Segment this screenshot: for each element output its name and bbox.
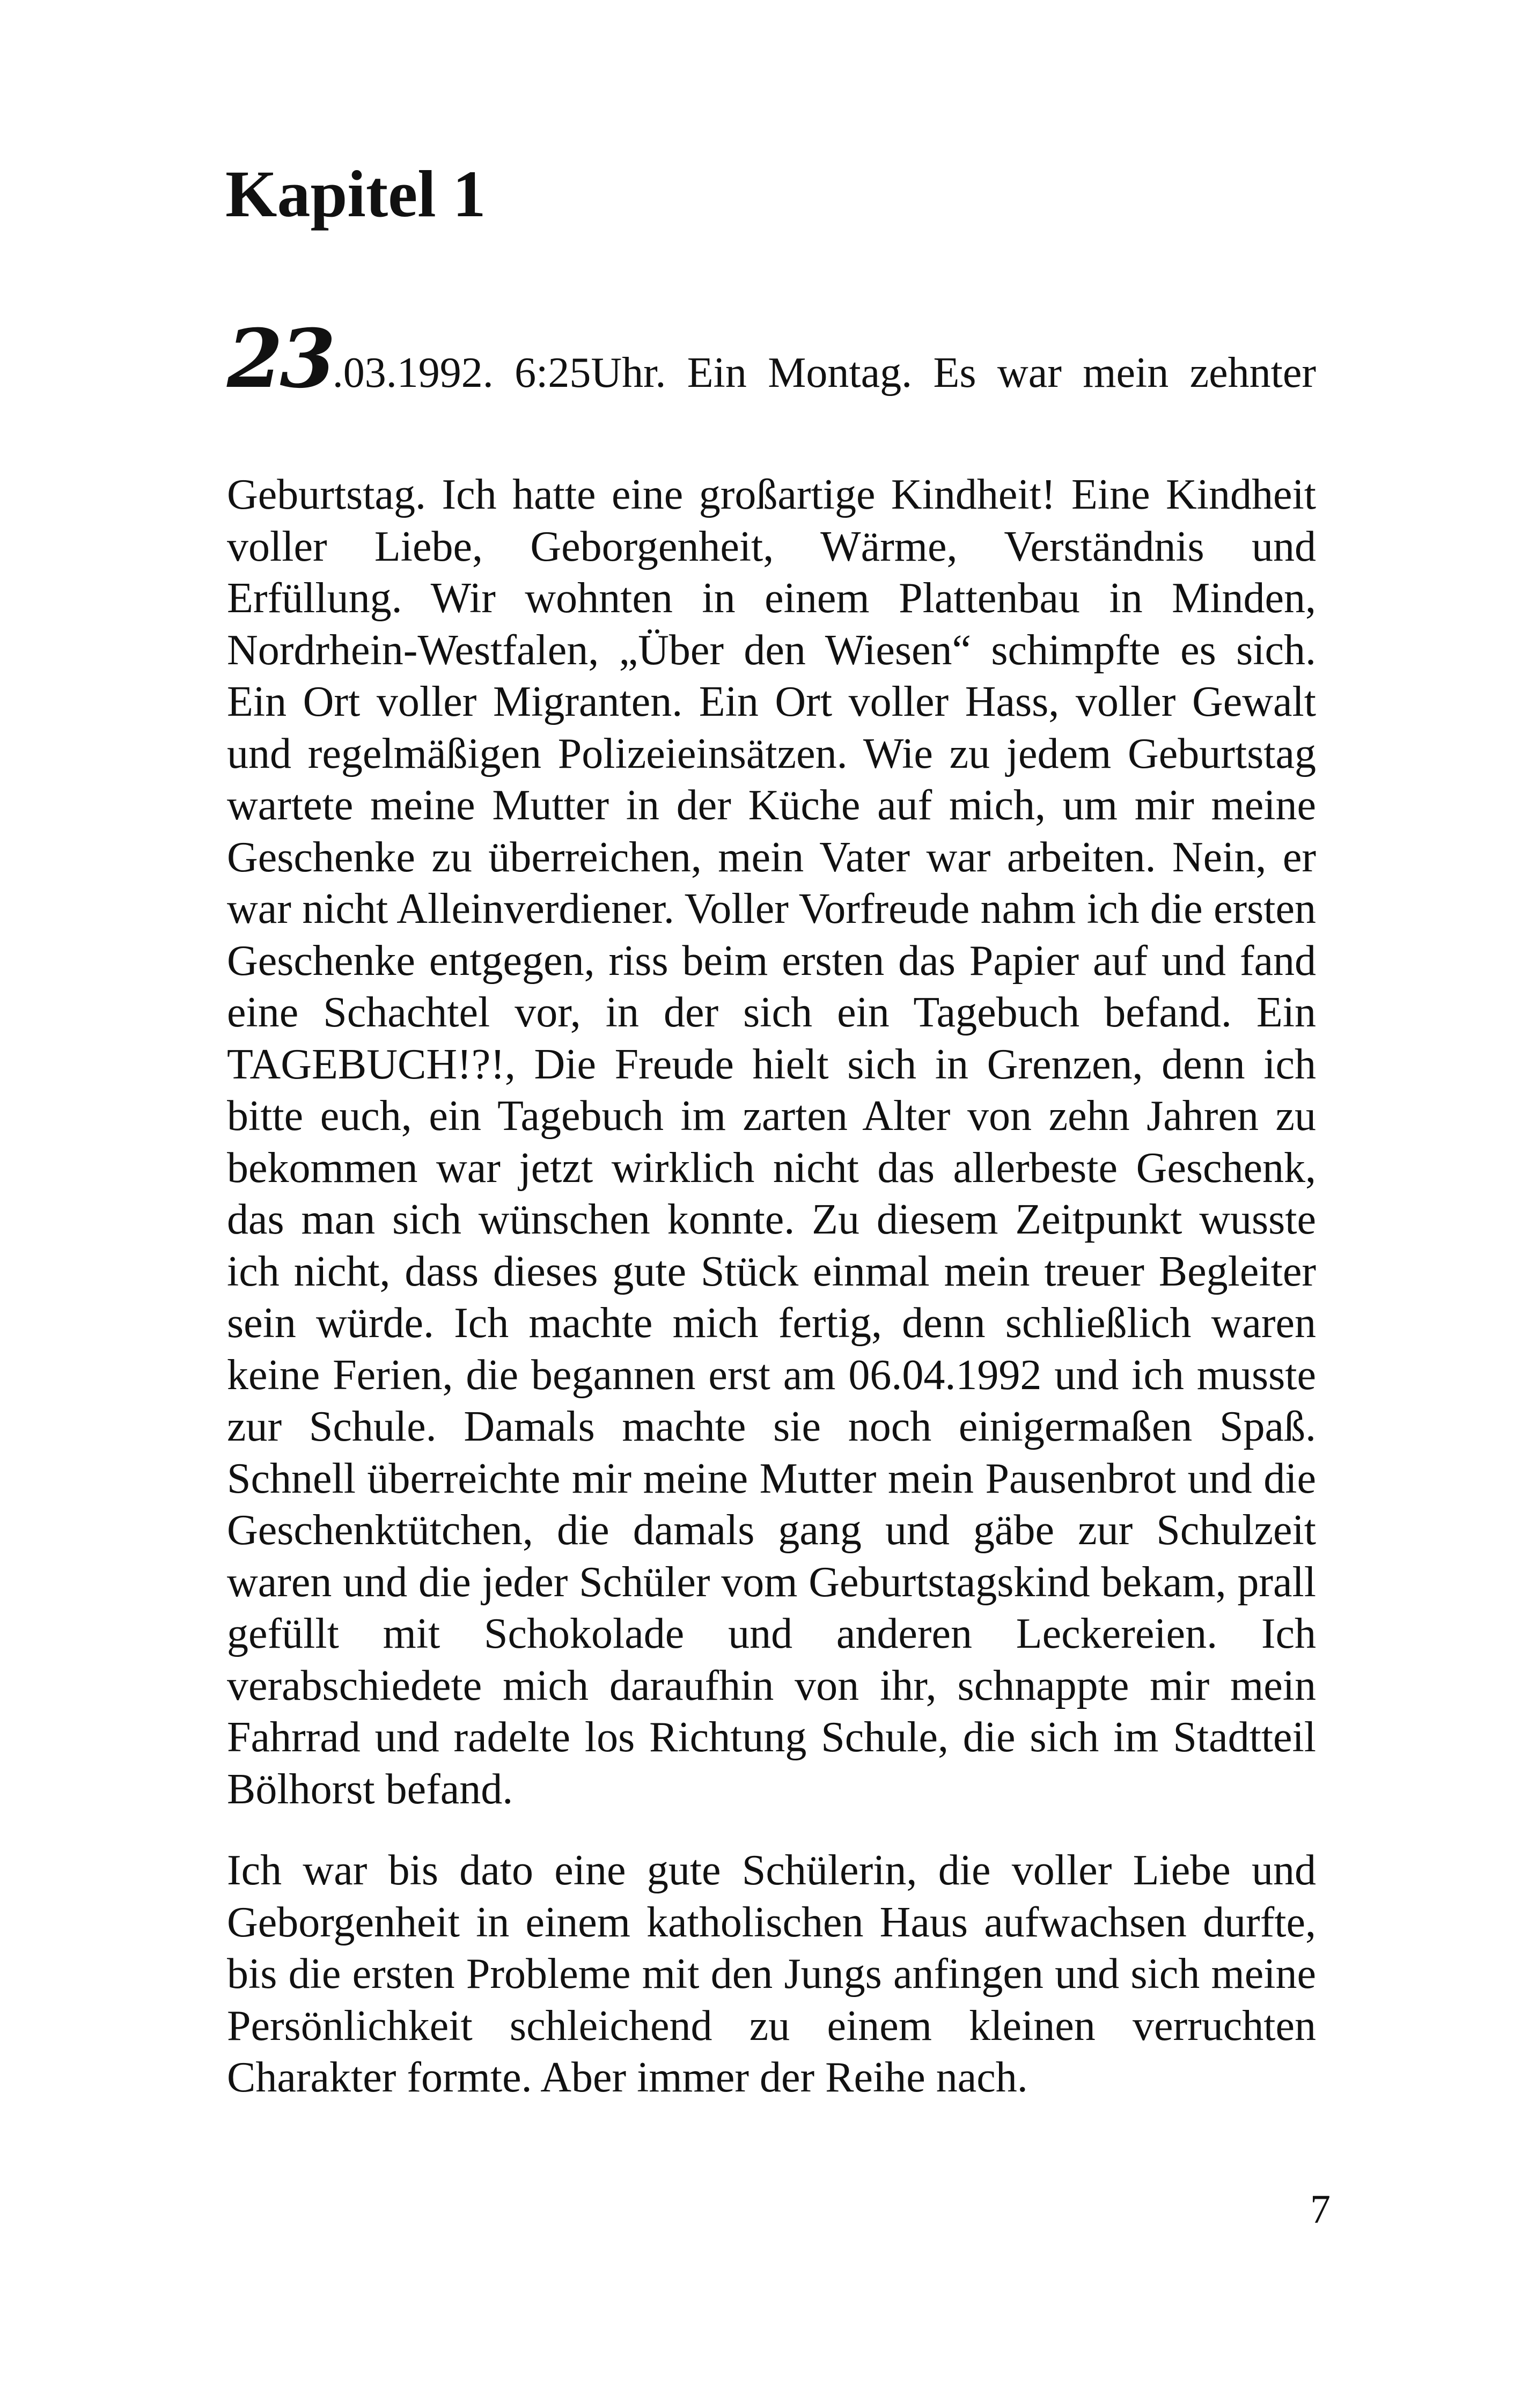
opening-line	[227, 312, 1316, 406]
body-paragraph: Ich war bis dato eine gute Schülerin, die voller Liebe und Geborgenheit in einem katholischen Haus aufwachsen durfte, bis die ersten Probleme mit den Jungs anfingen und sich meine Persönlichkeit schleichend zu einem kleinen verruchten Charakter formte. Aber immer der Reihe nach.	[227, 1847, 1316, 2101]
opening-line-text: .03.1992. 6:25Uhr. Ein Montag. Es war mein zehnter	[332, 349, 1316, 397]
decorative-drop-cap: 23	[227, 312, 333, 406]
page-number: 7	[1310, 2187, 1331, 2232]
chapter-title: Kapitel 1	[225, 157, 486, 231]
body-paragraph: Geburtstag. Ich hatte eine großartige Kindheit! Eine Kindheit voller Liebe, Geborgenheit, Wärme, Verständnis und Erfüllung. Wir wohnten in einem Plattenbau in Minden, Nordrhein-Westfalen, „Über den Wiesen“ schimpfte es sich. Ein Ort voller Migranten. Ein Ort voller Hass, voller Gewalt und regelmäßigen Polizeieinsätzen. Wie zu jedem Geburtstag wartete meine Mutter in der Küche auf mich, um mir meine Geschenke zu überreichen, mein Vater war arbeiten. Nein, er war nicht Alleinverdiener. Voller Vorfreude nahm ich die ersten Geschenke entgegen, riss beim ersten das Papier auf und fand eine Schachtel vor, in der sich ein Tagebuch befand. Ein TAGEBUCH!?!, Die Freude hielt sich in Grenzen, denn ich bitte euch, ein Tagebuch im zarten Alter von zehn Jahren zu bekommen war jetzt wirklich nicht das allerbeste Geschenk, das man sich wünschen konnte. Zu diesem Zeitpunkt wusste ich nicht, dass dieses gute Stück einmal mein treuer Begleiter sein würde. Ich machte mich fertig, denn schließlich waren keine Ferien, die begannen erst am 06.04.1992 und ich musste zur Schule. Damals machte sie noch einigermaßen Spaß. Schnell überreichte mir meine Mutter mein Pausenbrot und die Geschenktütchen, die damals gang und gäbe zur Schulzeit waren und die jeder Schüler vom Geburtstagskind bekam, prall gefüllt mit Schokolade und anderen Leckereien. Ich verabschiedete mich daraufhin von ihr, schnappte mir mein Fahrrad und radelte los Richtung Schule, die sich im Stadtteil Bölhorst befand.	[227, 471, 1316, 1813]
